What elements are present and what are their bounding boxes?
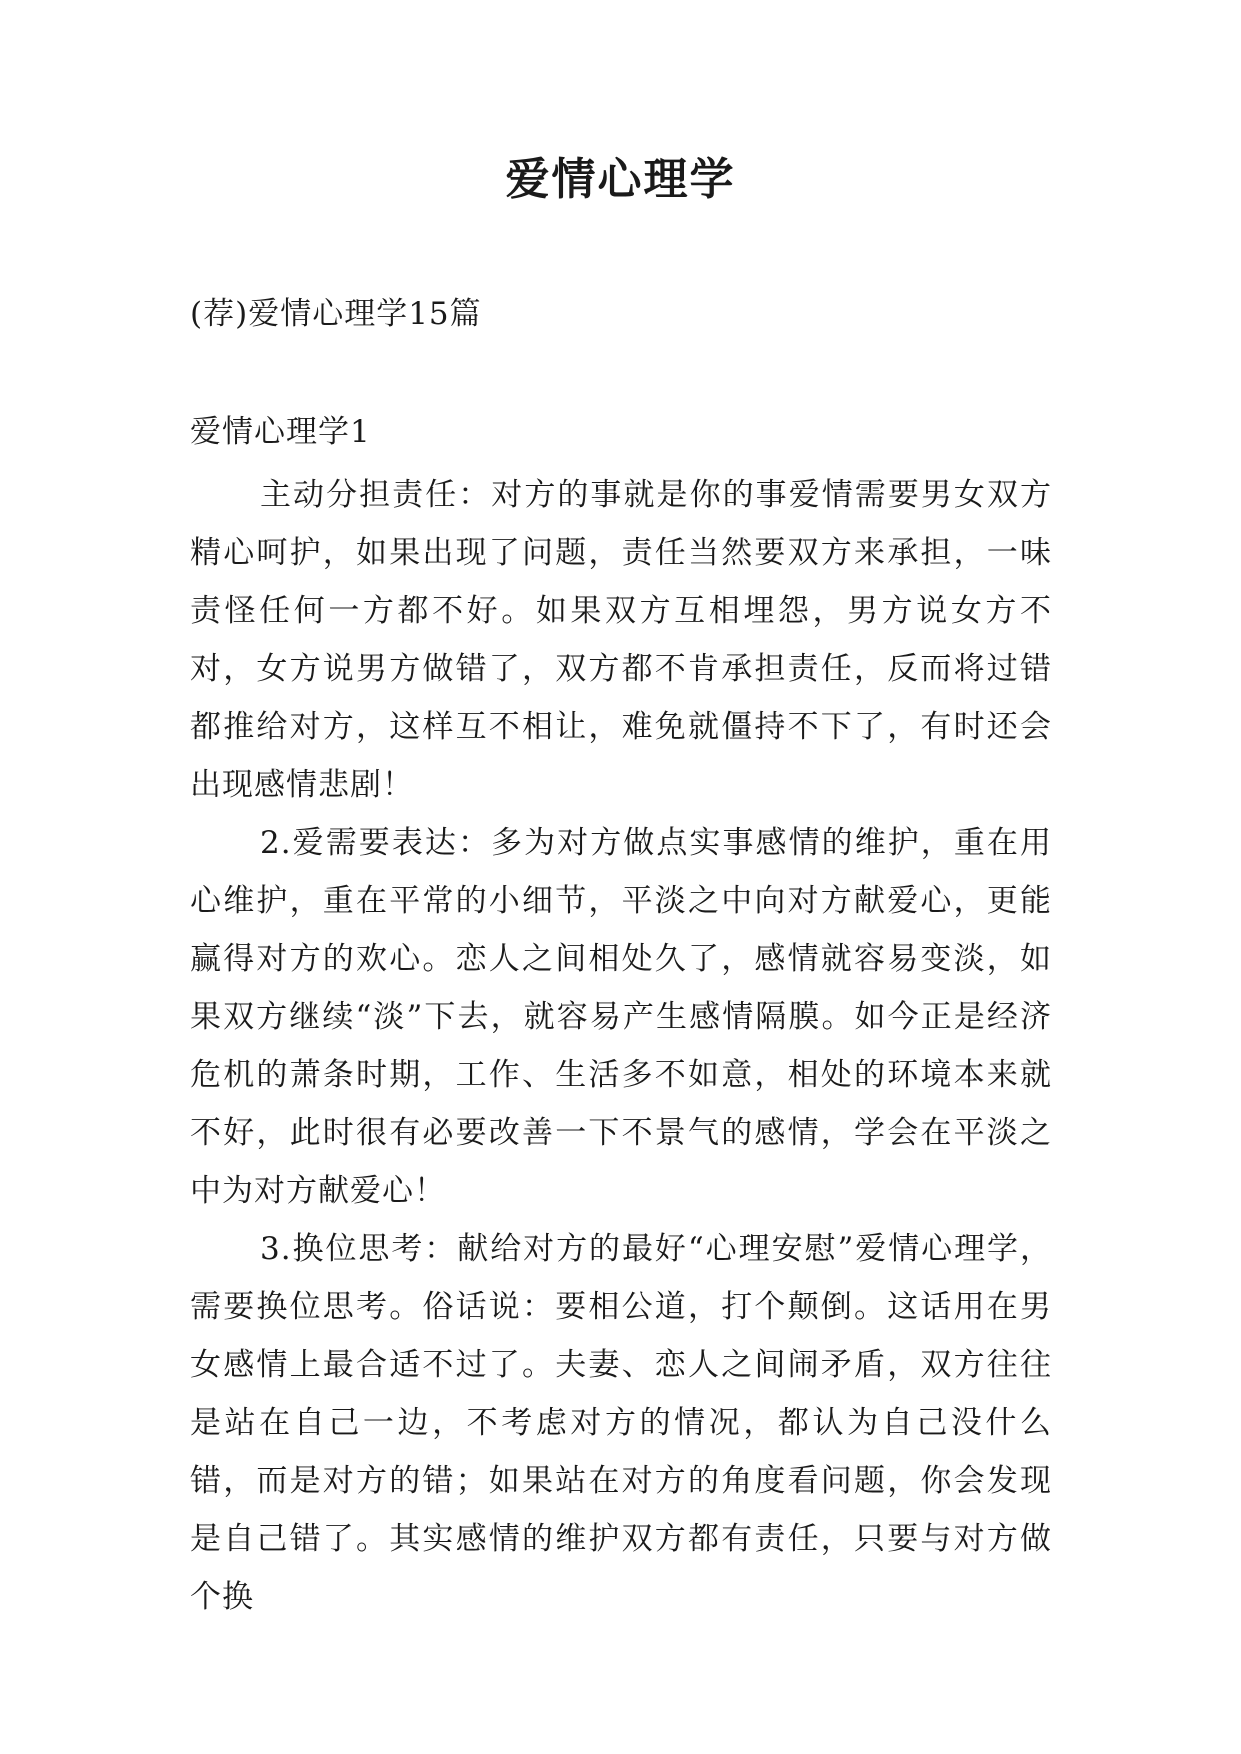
section-heading: 爱情心理学1 bbox=[190, 414, 371, 450]
body-text bbox=[190, 466, 1052, 1626]
paragraph: 3.换位思考：献给对方的最好“心理安慰”爱情心理学，需要换位思考。俗话说：要相公道，打个颠倒。这话用在男女感情上最合适不过了。夫妻、恋人之间闹矛盾，双方往往是站在自己一边，不考虑对方的情况，都认为自己没什么错，而是对方的错；如果站在对方的角度看问题，你会发现是自己错了。其实感情的维护双方都有责任，只要与对方做个换 bbox=[190, 1231, 1052, 1615]
document-title: 爱情心理学 bbox=[505, 154, 736, 205]
paragraph: 2.爱需要表达：多为对方做点实事感情的维护，重在用心维护，重在平常的小细节，平淡之中向对方献爱心，更能赢得对方的欢心。恋人之间相处久了，感情就容易变淡，如果双方继续“淡”下去，就容易产生感情隔膜。如今正是经济危机的萧条时期，工作、生活多不如意，相处的环境本来就不好，此时很有必要改善一下不景气的感情，学会在平淡之中为对方献爱心！ bbox=[190, 825, 1052, 1209]
paragraph: 主动分担责任：对方的事就是你的事爱情需要男女双方精心呵护，如果出现了问题，责任当然要双方来承担，一味责怪任何一方都不好。如果双方互相埋怨，男方说女方不对，女方说男方做错了，双方都不肯承担责任，反而将过错都推给对方，这样互不相让，难免就僵持不下了，有时还会出现感情悲剧！ bbox=[190, 477, 1052, 803]
document-subtitle: (荐)爱情心理学15篇 bbox=[190, 296, 482, 332]
